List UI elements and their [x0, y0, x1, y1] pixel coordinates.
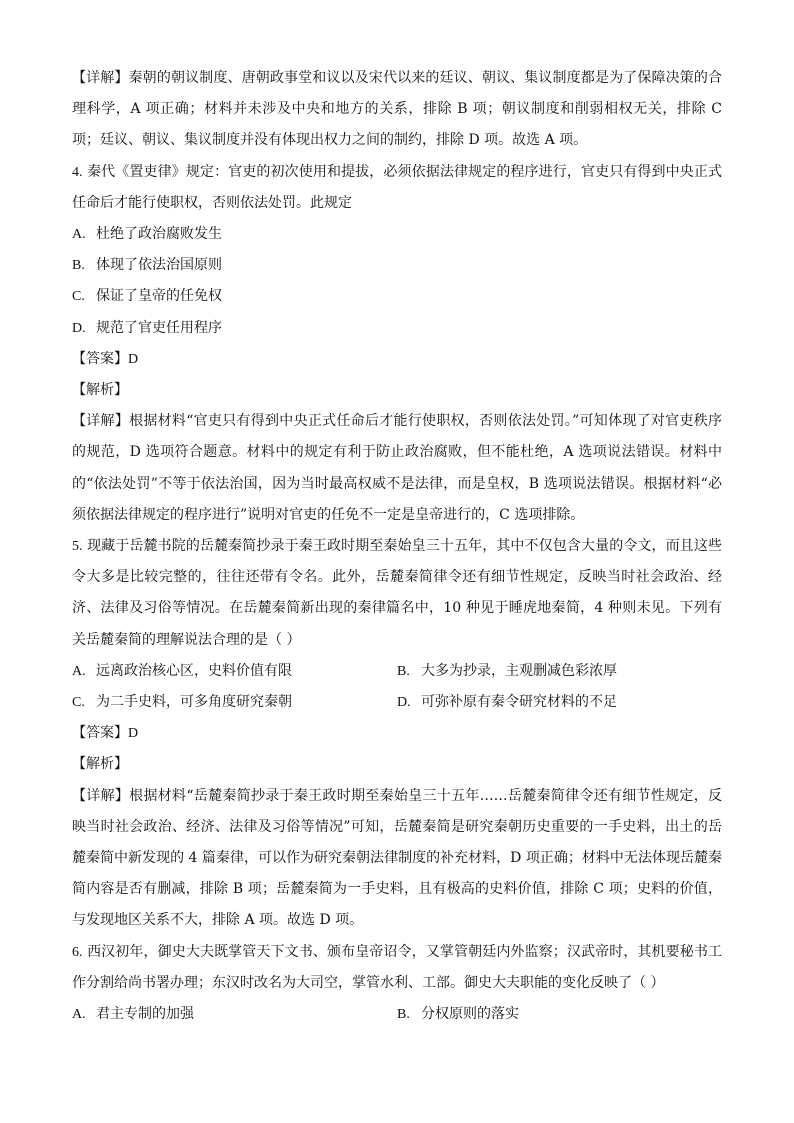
- q5-number: 5.: [72, 538, 83, 554]
- q4-answer-line: [72, 344, 722, 375]
- option-text: 杜绝了政治腐败发生: [96, 226, 222, 243]
- option-letter: D.: [72, 320, 86, 336]
- option-letter: C.: [72, 694, 85, 710]
- answer-tag: 【答案】: [72, 350, 128, 367]
- q4-number: 4.: [72, 164, 83, 180]
- q5-option-c: [72, 687, 397, 718]
- q4-option-c: [72, 281, 722, 312]
- option-text: 分权原则的落实: [421, 1006, 519, 1022]
- q6-stem: 西汉初年，御史大夫既掌管天下文书、颁布皇帝诏令，又掌管朝廷内外监察；汉武帝时，其机要秘书工作分割给尚书署办理；东汉时改名为大司空，掌管水利、工部。御史大夫职能的变化反映了（ ）: [72, 943, 722, 991]
- q4-analysis-line: [72, 375, 722, 406]
- option-text: 可弥补原有秦令研究材料的不足: [421, 693, 617, 710]
- q4-answer: D: [128, 351, 139, 367]
- answer-tag: 【答案】: [72, 725, 128, 742]
- q4-detail-text: 根据材料“官吏只有得到中央正式任命后才能行使职权，否则依法处罚。”可知体现了对官吏秩序的规范，D 选项符合题意。材料中的规定有利于防止政治腐败，但不能杜绝，A 选项说法错误。材料中的“依法处罚”不等于依法治国，因为当时最高权威不是法律，而是皇权，B 选项说法错误。根据材料“必须依据法律规定的程序进行”说明对官吏的任免不一定是皇帝进行的，C 选项排除。: [72, 413, 723, 523]
- q5-detail-paragraph: [72, 781, 722, 937]
- q5-answer-line: [72, 718, 722, 749]
- q5-option-b: [397, 656, 722, 687]
- q4-stem: 秦代《置吏律》规定：官吏的初次使用和提拔，必须依据法律规定的程序进行，官吏只有得到中央正式任命后才能行使职权，否则依法处罚。此规定: [72, 163, 722, 211]
- q5-stem-paragraph: [72, 531, 722, 656]
- q4-option-b: [72, 250, 722, 281]
- q5-options-row-2: [72, 687, 722, 718]
- option-letter: B.: [72, 258, 85, 274]
- option-text: 远离政治核心区，史料价值有限: [96, 662, 292, 679]
- analysis-tag: 【解析】: [72, 381, 128, 398]
- analysis-tag: 【解析】: [72, 756, 128, 773]
- q6-option-a: [72, 999, 397, 1030]
- q5-answer: D: [128, 726, 139, 742]
- detail-tag: 【详解】: [72, 70, 129, 86]
- option-letter: B.: [397, 1007, 410, 1022]
- option-letter: A.: [72, 663, 86, 679]
- q3-detail-text: 秦朝的朝议制度、唐朝政事堂和议以及宋代以来的廷议、朝议、集议制度都是为了保障决策的合理科学，A 项正确；材料并未涉及中央和地方的关系，排除 B 项；朝议制度和削弱相权无关，排除 C 项；廷议、朝议、集议制度并没有体现出权力之间的制约，排除 D 项。故选 A 项。: [72, 70, 723, 149]
- q4-option-d: [72, 313, 722, 344]
- q4-option-a: [72, 219, 722, 250]
- option-text: 体现了依法治国原则: [96, 257, 222, 274]
- option-letter: A.: [72, 1007, 86, 1022]
- q6-stem-paragraph: [72, 937, 722, 999]
- q6-options-row-1: [72, 999, 722, 1030]
- option-text: 保证了皇帝的任免权: [96, 288, 222, 305]
- q5-detail-text: 根据材料“岳麓秦简抄录于秦王政时期至秦始皇三十五年……岳麓秦简律令还有细节性规定，反映当时社会政治、经济、法律及习俗等情况”可知，岳麓秦简是研究秦朝历史重要的一手史料，出土的岳麓秦简中新发现的 4 篇秦律，可以作为研究秦朝法律制度的补充材料，D 项正确；材料中无法体现岳麓秦简内容是否有删减，排除 B 项；岳麓秦简为一手史料，且有极高的史料价值，排除 C 项；史料的价值，与发现地区关系不大，排除 A 项。故选 D 项。: [72, 787, 723, 929]
- q5-stem: 现藏于岳麓书院的岳麓秦简抄录于秦王政时期至秦始皇三十五年，其中不仅包含大量的令文，而且这些令大多是比较完整的，往往还带有令名。此外，岳麓秦简律令还有细节性规定，反映当时社会政治、经济、法律及习俗等情况。在岳麓秦简新出现的秦律篇名中，10 种见于睡虎地秦简，4 种则未见。下列有关岳麓秦简的理解说法合理的是（ ）: [72, 537, 722, 648]
- q5-option-d: [397, 687, 722, 718]
- option-text: 规范了官吏任用程序: [96, 319, 222, 336]
- option-letter: B.: [397, 663, 410, 679]
- option-letter: C.: [72, 289, 85, 305]
- option-text: 君主专制的加强: [96, 1006, 194, 1022]
- q6-number: 6.: [72, 944, 83, 960]
- q3-detail-paragraph: [72, 63, 722, 157]
- option-text: 为二手史料，可多角度研究秦朝: [96, 693, 292, 710]
- q4-detail-paragraph: [72, 406, 722, 531]
- q5-option-a: [72, 656, 397, 687]
- option-letter: D.: [397, 694, 411, 710]
- q5-options-row-1: [72, 656, 722, 687]
- document-page: [72, 63, 722, 1030]
- option-text: 大多为抄录，主观删减色彩浓厚: [421, 662, 617, 679]
- detail-tag: 【详解】: [72, 787, 130, 804]
- q5-analysis-line: [72, 749, 722, 780]
- option-letter: A.: [72, 227, 86, 243]
- q6-option-b: [397, 999, 722, 1030]
- detail-tag: 【详解】: [72, 413, 130, 430]
- q4-stem-paragraph: [72, 157, 722, 219]
